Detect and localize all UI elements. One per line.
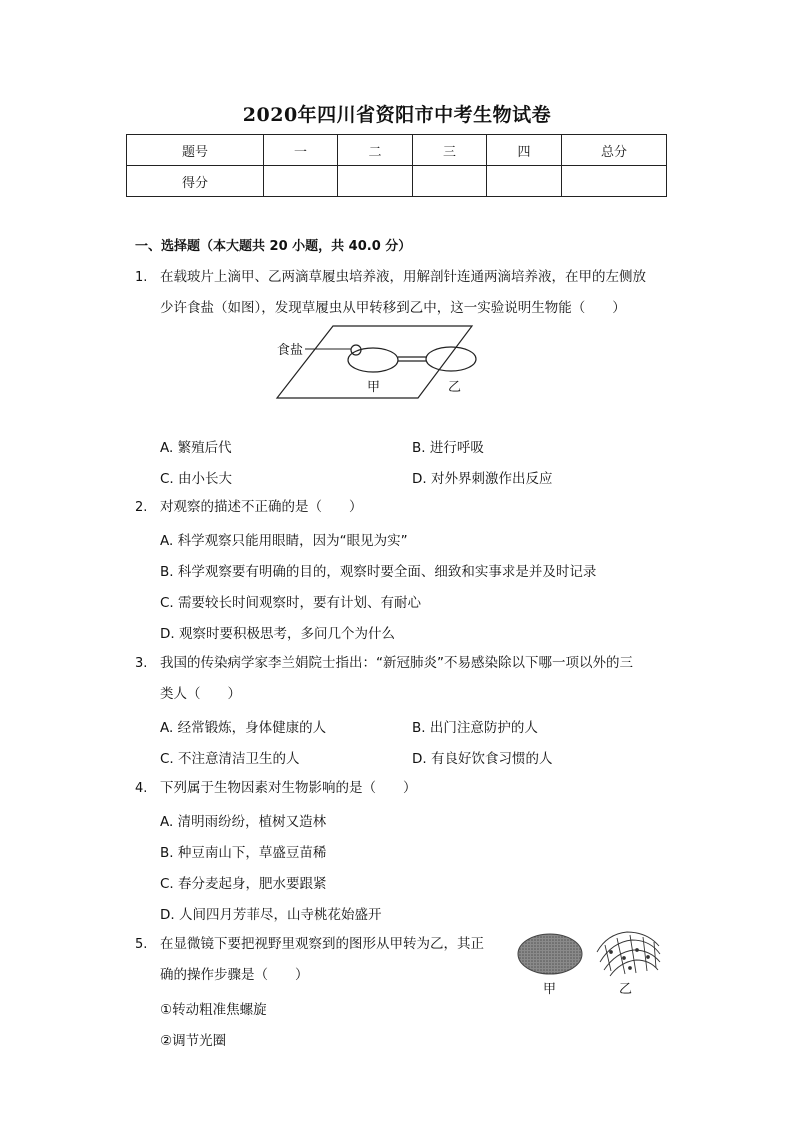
score-cell: 四 [487, 135, 562, 166]
page-title: 2020年四川省资阳市中考生物试卷 [242, 104, 552, 126]
question-number: 4. [135, 781, 148, 796]
option-a: A. 繁殖后代 [160, 440, 232, 456]
section-heading: 一、选择题（本大题共 20 小题，共 40.0 分） [135, 239, 412, 254]
view-yi-cells [597, 932, 660, 976]
score-cell: 二 [338, 135, 413, 166]
question-number: 2. [135, 500, 148, 515]
question-number: 5. [135, 937, 148, 952]
question-number: 1. [135, 270, 148, 285]
score-cell: 得分 [127, 166, 264, 197]
step-item: ②调节光圈 [160, 1033, 227, 1049]
option-d: D. 人间四月芳菲尽，山寺桃花始盛开 [160, 907, 382, 923]
question-text: 确的操作步骤是（ ） [160, 967, 309, 983]
option-a: A. 科学观察只能用眼睛，因为“眼见为实” [160, 533, 408, 549]
question-text: 在载玻片上滴甲、乙两滴草履虫培养液，用解剖针连通两滴培养液，在甲的左侧放 [160, 269, 646, 285]
question-text: 对观察的描述不正确的是（ ） [160, 499, 363, 515]
option-c: C. 春分麦起身，肥水要跟紧 [160, 876, 327, 892]
option-c: C. 需要较长时间观察时，要有计划、有耐心 [160, 595, 422, 611]
option-c: C. 不注意清洁卫生的人 [160, 751, 300, 767]
question-text: 类人（ ） [160, 686, 241, 702]
option-d: D. 对外界刺激作出反应 [412, 471, 553, 487]
score-cell: 一 [264, 135, 338, 166]
question-number: 3. [135, 656, 148, 671]
option-c: C. 由小长大 [160, 471, 233, 487]
label-salt: 食盐 [277, 343, 304, 358]
option-b: B. 科学观察要有明确的目的，观察时要全面、细致和实事求是并及时记录 [160, 564, 597, 580]
label-jia: 甲 [543, 982, 557, 997]
option-d: D. 观察时要积极思考，多问几个为什么 [160, 626, 395, 642]
option-b: B. 进行呼吸 [412, 440, 484, 456]
question-text: 在显微镜下要把视野里观察到的图形从甲转为乙，其正 [160, 936, 484, 952]
score-cell: 题号 [127, 135, 264, 166]
option-a: A. 清明雨纷纷，植树又造林 [160, 814, 327, 830]
score-cell: 三 [413, 135, 487, 166]
option-b: B. 出门注意防护的人 [412, 720, 538, 736]
score-cell: 总分 [562, 135, 667, 166]
question-text: 少许食盐（如图），发现草履虫从甲转移到乙中，这一实验说明生物能（ ） [160, 300, 626, 316]
question-text: 下列属于生物因素对生物影响的是（ ） [160, 780, 417, 796]
label-yi: 乙 [448, 380, 462, 395]
option-a: A. 经常锻炼，身体健康的人 [160, 720, 327, 736]
option-d: D. 有良好饮食习惯的人 [412, 751, 553, 767]
label-jia: 甲 [367, 380, 381, 395]
step-item: ①转动粗准焦螺旋 [160, 1002, 267, 1018]
view-jia-blur [518, 934, 582, 974]
option-b: B. 种豆南山下，草盛豆苗稀 [160, 845, 327, 861]
label-yi: 乙 [619, 982, 633, 997]
question-text: 我国的传染病学家李兰娟院士指出：“新冠肺炎”不易感染除以下哪一项以外的三 [160, 655, 633, 671]
